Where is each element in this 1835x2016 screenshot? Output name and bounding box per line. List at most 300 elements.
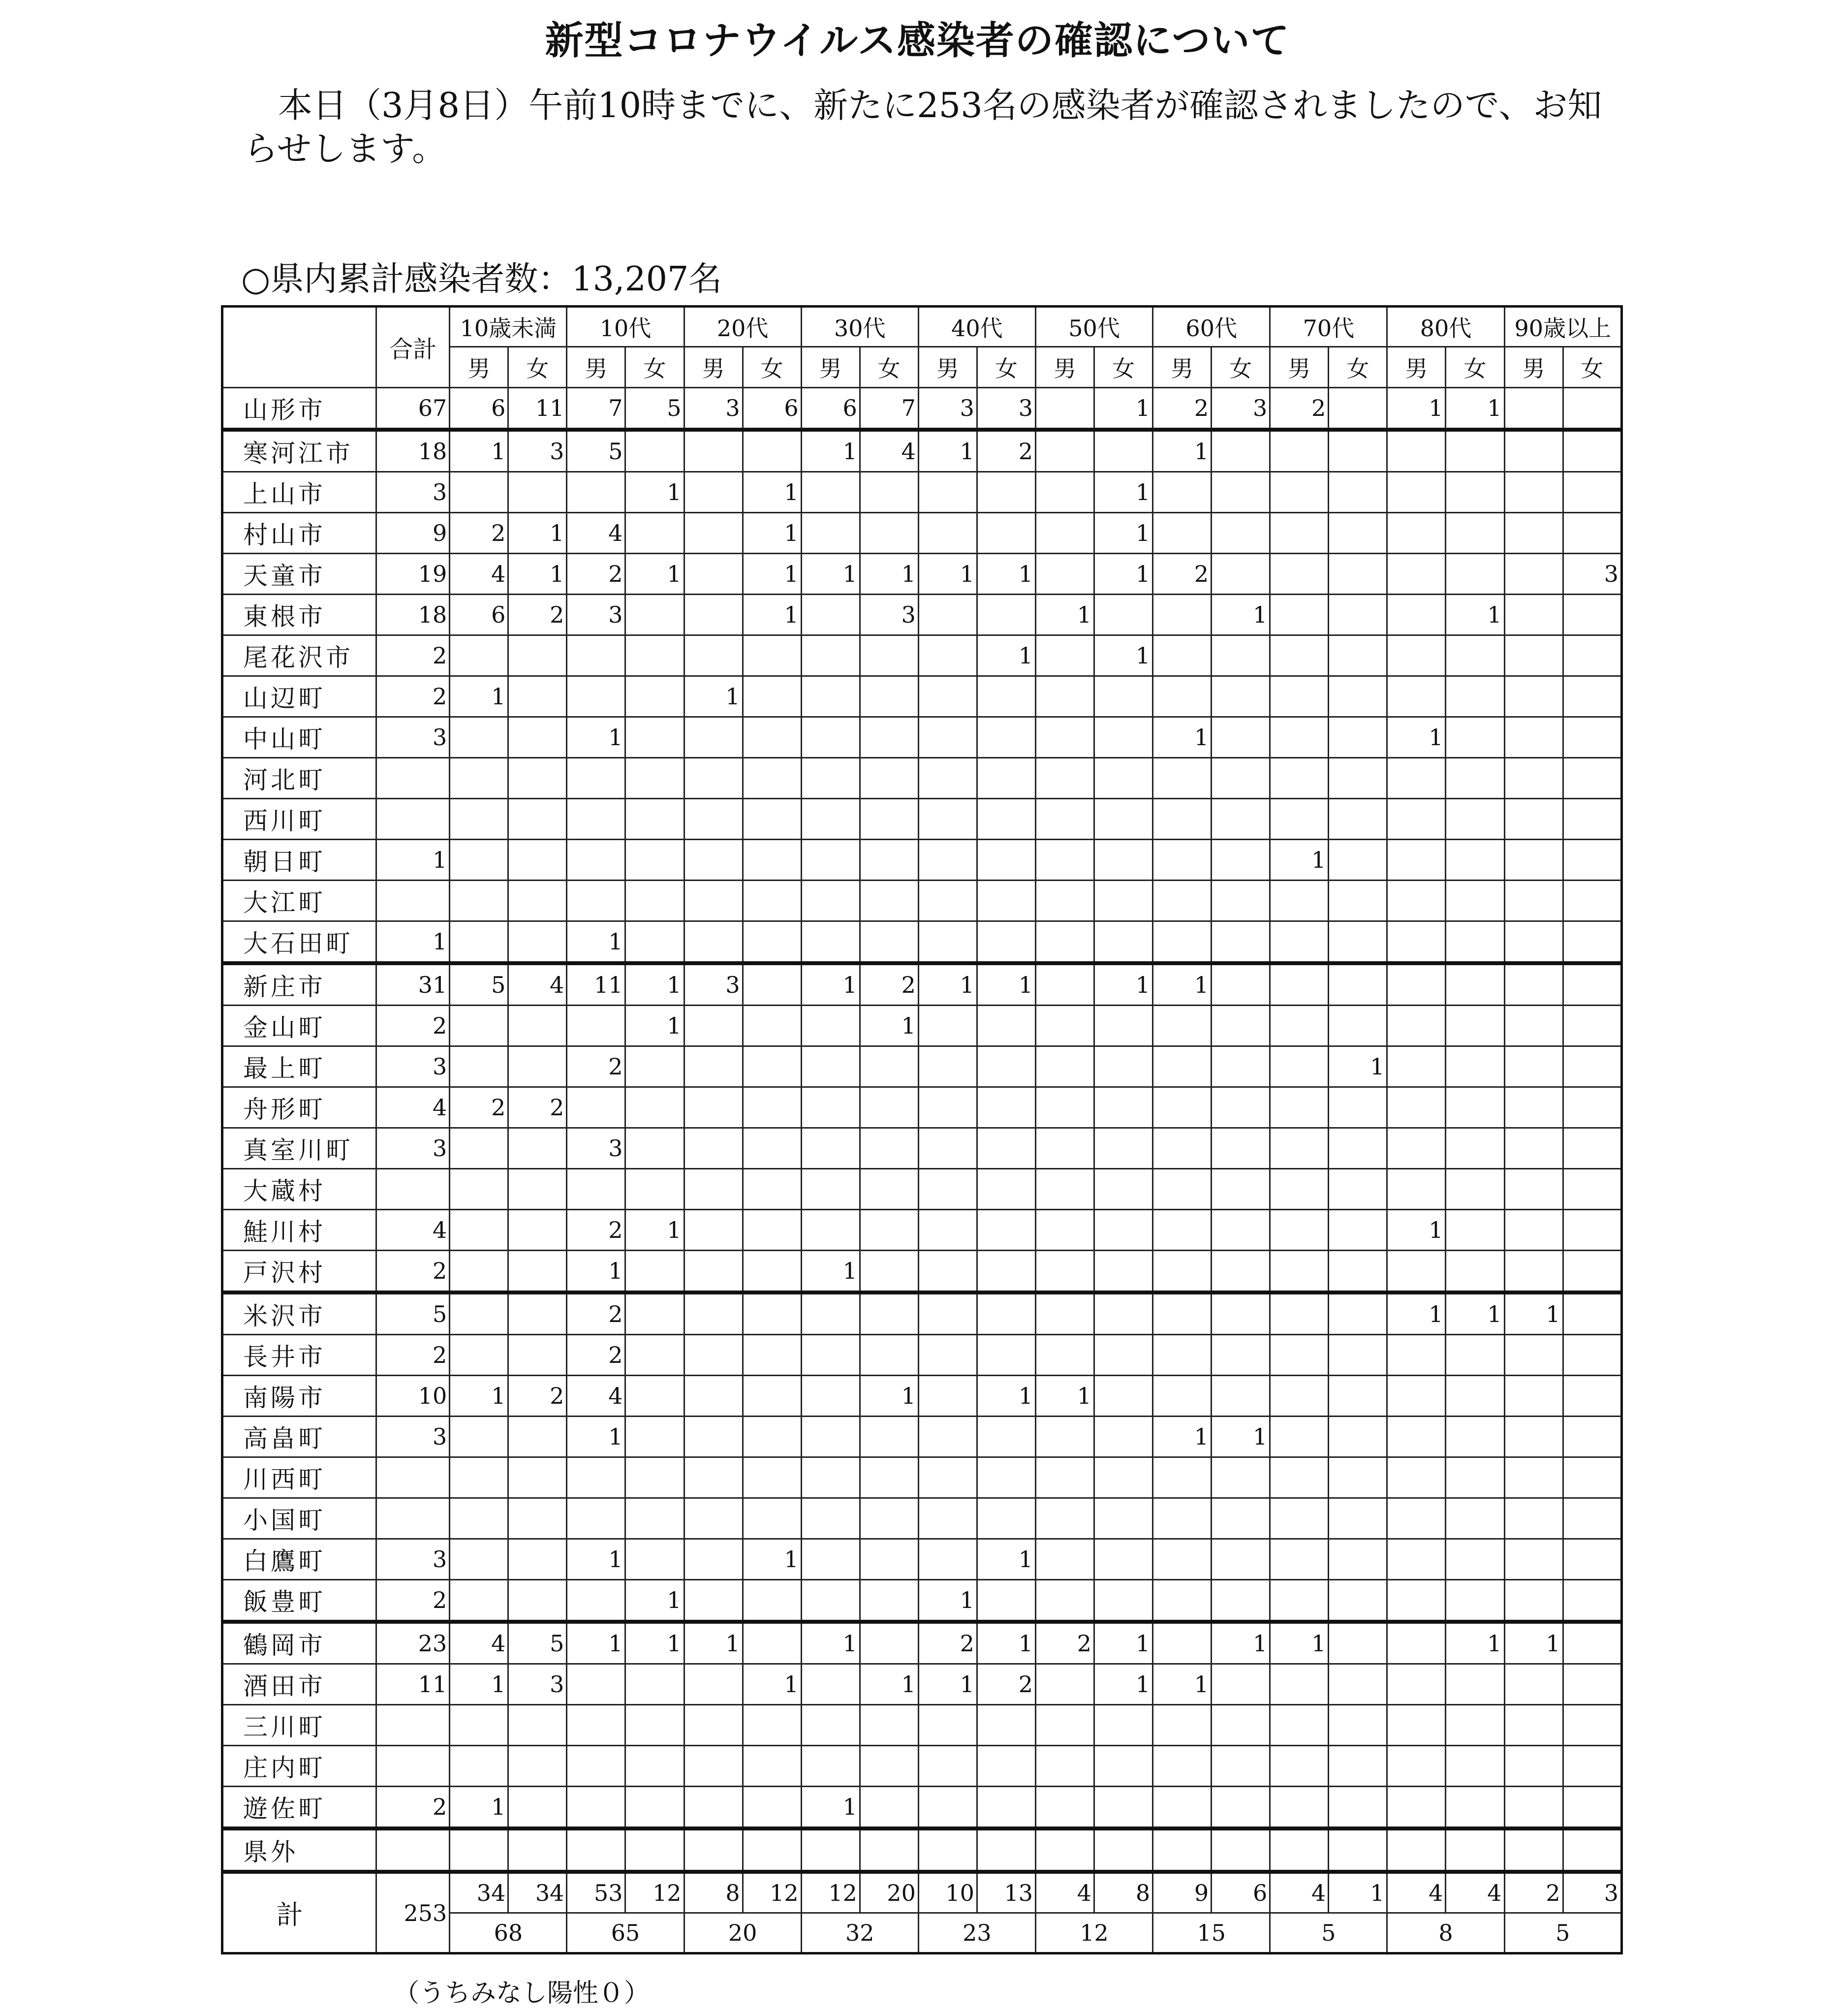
- count-cell: [684, 881, 743, 921]
- count-cell: [1504, 1046, 1563, 1087]
- row-total: 4: [376, 1087, 450, 1128]
- count-cell: [450, 921, 508, 964]
- summary-group-total: 8: [1387, 1913, 1504, 1953]
- municipality-name: 鮭川村: [222, 1210, 376, 1251]
- count-cell: 1: [684, 676, 743, 717]
- count-cell: [508, 1210, 567, 1251]
- count-cell: [977, 799, 1035, 840]
- count-cell: [1504, 1335, 1563, 1376]
- count-cell: [1329, 717, 1387, 758]
- count-cell: [1563, 513, 1621, 554]
- count-cell: [1563, 1622, 1621, 1664]
- count-cell: [977, 1128, 1035, 1169]
- count-cell: [1270, 595, 1329, 635]
- count-cell: [743, 921, 801, 964]
- count-cell: [684, 1292, 743, 1335]
- count-cell: [801, 1169, 860, 1210]
- count-cell: [1563, 1128, 1621, 1169]
- count-cell: [1387, 963, 1446, 1006]
- summary-cell: 2: [1504, 1872, 1563, 1913]
- count-cell: [1212, 430, 1270, 472]
- count-cell: [1387, 1539, 1446, 1580]
- count-cell: [625, 717, 684, 758]
- count-cell: 1: [918, 554, 977, 595]
- municipality-name: 金山町: [222, 1006, 376, 1046]
- count-cell: [684, 430, 743, 472]
- count-cell: [1446, 1417, 1504, 1457]
- count-cell: [1504, 1457, 1563, 1498]
- table-row: [222, 1128, 1622, 1169]
- count-cell: [1035, 513, 1094, 554]
- count-cell: [1563, 388, 1621, 430]
- count-cell: [743, 635, 801, 676]
- count-cell: [860, 676, 918, 717]
- count-cell: [1504, 1664, 1563, 1705]
- count-cell: [1504, 430, 1563, 472]
- count-cell: [918, 676, 977, 717]
- count-cell: [1446, 799, 1504, 840]
- count-cell: [977, 1580, 1035, 1622]
- count-cell: [1446, 1498, 1504, 1539]
- count-cell: [1329, 1664, 1387, 1705]
- count-cell: [508, 1787, 567, 1829]
- table-row: [222, 388, 1622, 430]
- count-cell: 7: [860, 388, 918, 430]
- count-cell: [1153, 881, 1212, 921]
- count-cell: [1446, 881, 1504, 921]
- count-cell: [1387, 1828, 1446, 1872]
- count-cell: [684, 1251, 743, 1293]
- footnote: （うちみなし陽性０）: [394, 1979, 650, 2008]
- count-cell: [1212, 1457, 1270, 1498]
- count-cell: [1153, 1046, 1212, 1087]
- count-cell: [1153, 1169, 1212, 1210]
- count-cell: [625, 513, 684, 554]
- count-cell: [1446, 921, 1504, 964]
- count-cell: [743, 1169, 801, 1210]
- count-cell: [1504, 1539, 1563, 1580]
- summary-cell: 53: [567, 1872, 625, 1913]
- count-cell: 1: [1094, 513, 1153, 554]
- count-cell: 1: [1387, 388, 1446, 430]
- count-cell: [918, 717, 977, 758]
- count-cell: [625, 1539, 684, 1580]
- count-cell: [1504, 717, 1563, 758]
- count-cell: [1387, 1376, 1446, 1417]
- count-cell: [508, 1251, 567, 1293]
- count-cell: [1446, 758, 1504, 799]
- count-cell: [1094, 1046, 1153, 1087]
- count-cell: [1504, 1498, 1563, 1539]
- table-row: [222, 1210, 1622, 1251]
- count-cell: 1: [625, 472, 684, 513]
- count-cell: [1563, 1251, 1621, 1293]
- table-row: [222, 1087, 1622, 1128]
- count-cell: [1329, 676, 1387, 717]
- table-row: [222, 1417, 1622, 1457]
- row-total: [376, 1705, 450, 1746]
- row-total: 3: [376, 1046, 450, 1087]
- cumulative-count: ○県内累計感染者数：13,207名: [241, 260, 722, 299]
- header-age-group: 20代: [684, 307, 801, 347]
- count-cell: 3: [918, 388, 977, 430]
- count-cell: 1: [860, 1664, 918, 1705]
- count-cell: 2: [567, 554, 625, 595]
- count-cell: [1329, 1539, 1387, 1580]
- count-cell: [1446, 1210, 1504, 1251]
- count-cell: [1094, 595, 1153, 635]
- municipality-name: 戸沢村: [222, 1251, 376, 1293]
- count-cell: [1387, 1580, 1446, 1622]
- count-cell: [1387, 1087, 1446, 1128]
- count-cell: [1212, 717, 1270, 758]
- count-cell: [1094, 1169, 1153, 1210]
- count-cell: 1: [1094, 472, 1153, 513]
- count-cell: [1563, 472, 1621, 513]
- count-cell: [1094, 1580, 1153, 1622]
- row-total: [376, 1828, 450, 1872]
- count-cell: [801, 1705, 860, 1746]
- count-cell: [1329, 554, 1387, 595]
- count-cell: [1035, 1787, 1094, 1829]
- count-cell: [1270, 1498, 1329, 1539]
- table-row: [222, 1705, 1622, 1746]
- count-cell: [1270, 1705, 1329, 1746]
- count-cell: 2: [450, 1087, 508, 1128]
- count-cell: [1270, 799, 1329, 840]
- municipality-name: 真室川町: [222, 1128, 376, 1169]
- count-cell: 1: [743, 595, 801, 635]
- summary-row: [222, 1872, 1622, 1913]
- count-cell: [1094, 676, 1153, 717]
- count-cell: [860, 1251, 918, 1293]
- count-cell: [1329, 1169, 1387, 1210]
- count-cell: 4: [567, 1376, 625, 1417]
- count-cell: 2: [918, 1622, 977, 1664]
- count-cell: [1153, 1828, 1212, 1872]
- count-cell: 2: [567, 1292, 625, 1335]
- count-cell: [450, 758, 508, 799]
- count-cell: [508, 1828, 567, 1872]
- summary-cell: 4: [1446, 1872, 1504, 1913]
- count-cell: [743, 1457, 801, 1498]
- count-cell: [625, 635, 684, 676]
- count-cell: 1: [567, 1251, 625, 1293]
- count-cell: [1563, 1539, 1621, 1580]
- count-cell: [860, 1787, 918, 1829]
- count-cell: [625, 1335, 684, 1376]
- count-cell: [860, 513, 918, 554]
- count-cell: 4: [450, 1622, 508, 1664]
- count-cell: [1446, 1580, 1504, 1622]
- municipality-name: 河北町: [222, 758, 376, 799]
- count-cell: 1: [801, 963, 860, 1006]
- municipality-name: 川西町: [222, 1457, 376, 1498]
- count-cell: [860, 635, 918, 676]
- count-cell: [567, 1787, 625, 1829]
- count-cell: [1329, 1622, 1387, 1664]
- summary-cell: 6: [1212, 1872, 1270, 1913]
- municipality-name: 朝日町: [222, 840, 376, 881]
- count-cell: [1212, 1128, 1270, 1169]
- municipality-name: 最上町: [222, 1046, 376, 1087]
- count-cell: [1504, 1169, 1563, 1210]
- count-cell: [860, 1046, 918, 1087]
- row-total: 3: [376, 1539, 450, 1580]
- count-cell: [1212, 1169, 1270, 1210]
- municipality-name: 県外: [222, 1828, 376, 1872]
- count-cell: [801, 1417, 860, 1457]
- count-cell: [1387, 635, 1446, 676]
- count-cell: [1212, 1539, 1270, 1580]
- count-cell: [1329, 513, 1387, 554]
- count-cell: [918, 1705, 977, 1746]
- count-cell: [977, 881, 1035, 921]
- count-cell: 1: [977, 1376, 1035, 1417]
- count-cell: [1212, 1376, 1270, 1417]
- count-cell: [1504, 1376, 1563, 1417]
- count-cell: [1270, 1417, 1329, 1457]
- count-cell: [918, 921, 977, 964]
- header-male: 男: [1504, 347, 1563, 388]
- count-cell: [977, 1169, 1035, 1210]
- count-cell: [977, 1828, 1035, 1872]
- count-cell: [1387, 1046, 1446, 1087]
- count-cell: [1094, 1087, 1153, 1128]
- count-cell: [918, 1251, 977, 1293]
- row-total: 3: [376, 1417, 450, 1457]
- count-cell: [1094, 430, 1153, 472]
- count-cell: [1563, 1292, 1621, 1335]
- count-cell: [1153, 1457, 1212, 1498]
- count-cell: [1270, 1292, 1329, 1335]
- count-cell: [684, 1376, 743, 1417]
- count-cell: [450, 1128, 508, 1169]
- count-cell: [860, 799, 918, 840]
- count-cell: [1212, 1087, 1270, 1128]
- count-cell: [1035, 1087, 1094, 1128]
- count-cell: 6: [743, 388, 801, 430]
- table-row: [222, 1006, 1622, 1046]
- count-cell: [1094, 1292, 1153, 1335]
- summary-group-total: 5: [1504, 1913, 1621, 1953]
- count-cell: [1504, 554, 1563, 595]
- count-cell: [1094, 881, 1153, 921]
- header-age-group: 30代: [801, 307, 918, 347]
- count-cell: [1094, 1251, 1153, 1293]
- count-cell: [1446, 1128, 1504, 1169]
- municipality-name: 山辺町: [222, 676, 376, 717]
- count-cell: [508, 799, 567, 840]
- count-cell: [1094, 1498, 1153, 1539]
- table-row: [222, 840, 1622, 881]
- count-cell: [1270, 1335, 1329, 1376]
- count-cell: [1270, 1539, 1329, 1580]
- count-cell: 2: [567, 1210, 625, 1251]
- count-cell: [918, 1787, 977, 1829]
- count-cell: [1563, 840, 1621, 881]
- count-cell: [860, 1622, 918, 1664]
- count-cell: [1504, 1128, 1563, 1169]
- count-cell: [508, 717, 567, 758]
- count-cell: [1270, 1087, 1329, 1128]
- table-row: [222, 676, 1622, 717]
- count-cell: [1035, 921, 1094, 964]
- row-total: 3: [376, 1128, 450, 1169]
- count-cell: [1387, 1251, 1446, 1293]
- table-row: [222, 963, 1622, 1006]
- count-cell: [450, 1746, 508, 1787]
- count-cell: 1: [450, 430, 508, 472]
- row-total: 2: [376, 1580, 450, 1622]
- count-cell: [1035, 1417, 1094, 1457]
- count-cell: 1: [1446, 1622, 1504, 1664]
- municipality-name: 中山町: [222, 717, 376, 758]
- municipality-name: 西川町: [222, 799, 376, 840]
- count-cell: [1504, 513, 1563, 554]
- count-cell: [743, 430, 801, 472]
- count-cell: [1035, 799, 1094, 840]
- count-cell: [743, 1580, 801, 1622]
- count-cell: [1212, 1292, 1270, 1335]
- count-cell: 1: [450, 1664, 508, 1705]
- summary-cell: 4: [1035, 1872, 1094, 1913]
- table-row: [222, 1251, 1622, 1293]
- count-cell: [625, 881, 684, 921]
- count-cell: [1387, 554, 1446, 595]
- count-cell: [1446, 1376, 1504, 1417]
- count-cell: [1035, 1169, 1094, 1210]
- table-row: [222, 1169, 1622, 1210]
- count-cell: [508, 1417, 567, 1457]
- count-cell: 1: [1094, 1664, 1153, 1705]
- count-cell: [1504, 963, 1563, 1006]
- count-cell: [508, 1498, 567, 1539]
- count-cell: 1: [860, 1376, 918, 1417]
- count-cell: 5: [450, 963, 508, 1006]
- count-cell: [1094, 840, 1153, 881]
- table-row: [222, 881, 1622, 921]
- summary-group-total: 65: [567, 1913, 684, 1953]
- municipality-name: 尾花沢市: [222, 635, 376, 676]
- count-cell: [1270, 554, 1329, 595]
- count-cell: [1329, 1335, 1387, 1376]
- municipality-name: 米沢市: [222, 1292, 376, 1335]
- count-cell: [684, 472, 743, 513]
- count-cell: 4: [567, 513, 625, 554]
- header-female: 女: [743, 347, 801, 388]
- count-cell: [567, 1457, 625, 1498]
- count-cell: [1329, 1087, 1387, 1128]
- count-cell: 1: [1094, 554, 1153, 595]
- municipality-name: 高畠町: [222, 1417, 376, 1457]
- count-cell: [625, 1498, 684, 1539]
- count-cell: [684, 1046, 743, 1087]
- count-cell: [1329, 472, 1387, 513]
- count-cell: [801, 1335, 860, 1376]
- count-cell: [1094, 1210, 1153, 1251]
- count-cell: 3: [977, 388, 1035, 430]
- count-cell: [1329, 595, 1387, 635]
- count-cell: [1212, 758, 1270, 799]
- count-cell: [1035, 430, 1094, 472]
- header-male: 男: [1387, 347, 1446, 388]
- count-cell: [1446, 963, 1504, 1006]
- count-cell: [1504, 472, 1563, 513]
- count-cell: [684, 513, 743, 554]
- count-cell: [1212, 1251, 1270, 1293]
- count-cell: 1: [1153, 717, 1212, 758]
- count-cell: 5: [508, 1622, 567, 1664]
- count-cell: [801, 1664, 860, 1705]
- count-cell: [1387, 1746, 1446, 1787]
- count-cell: [684, 1787, 743, 1829]
- count-cell: 3: [860, 595, 918, 635]
- count-cell: [1504, 799, 1563, 840]
- municipality-name: 酒田市: [222, 1664, 376, 1705]
- count-cell: [1387, 1335, 1446, 1376]
- count-cell: [1212, 1335, 1270, 1376]
- count-cell: [1387, 881, 1446, 921]
- count-cell: [1035, 635, 1094, 676]
- count-cell: [1094, 1705, 1153, 1746]
- table-row: [222, 513, 1622, 554]
- count-cell: 1: [450, 1787, 508, 1829]
- count-cell: [1329, 921, 1387, 964]
- count-cell: [1153, 1087, 1212, 1128]
- count-cell: [1035, 1705, 1094, 1746]
- count-cell: 1: [801, 1622, 860, 1664]
- count-cell: [1563, 799, 1621, 840]
- count-cell: [1153, 676, 1212, 717]
- count-cell: 4: [508, 963, 567, 1006]
- count-cell: [801, 758, 860, 799]
- count-cell: 1: [1387, 1292, 1446, 1335]
- count-cell: [625, 1251, 684, 1293]
- count-cell: [918, 1539, 977, 1580]
- count-cell: [1270, 881, 1329, 921]
- summary-cell: 12: [743, 1872, 801, 1913]
- count-cell: [1504, 840, 1563, 881]
- count-cell: [1153, 840, 1212, 881]
- count-cell: [625, 1787, 684, 1829]
- count-cell: [743, 1622, 801, 1664]
- count-cell: [1094, 1006, 1153, 1046]
- count-cell: [801, 1746, 860, 1787]
- count-cell: [977, 717, 1035, 758]
- count-cell: 1: [1094, 635, 1153, 676]
- count-cell: 1: [743, 472, 801, 513]
- count-cell: [1504, 1417, 1563, 1457]
- row-total: 3: [376, 472, 450, 513]
- count-cell: 3: [508, 430, 567, 472]
- count-cell: [1153, 635, 1212, 676]
- table-row: [222, 595, 1622, 635]
- count-cell: [1446, 1335, 1504, 1376]
- count-cell: [684, 1664, 743, 1705]
- count-cell: [508, 840, 567, 881]
- municipality-name: 天童市: [222, 554, 376, 595]
- count-cell: [1212, 554, 1270, 595]
- row-total: 2: [376, 635, 450, 676]
- municipality-name: 上山市: [222, 472, 376, 513]
- count-cell: [1446, 472, 1504, 513]
- count-cell: 1: [1329, 1046, 1387, 1087]
- count-cell: [1035, 717, 1094, 758]
- count-cell: [1212, 472, 1270, 513]
- count-cell: [1387, 430, 1446, 472]
- count-cell: [1387, 1664, 1446, 1705]
